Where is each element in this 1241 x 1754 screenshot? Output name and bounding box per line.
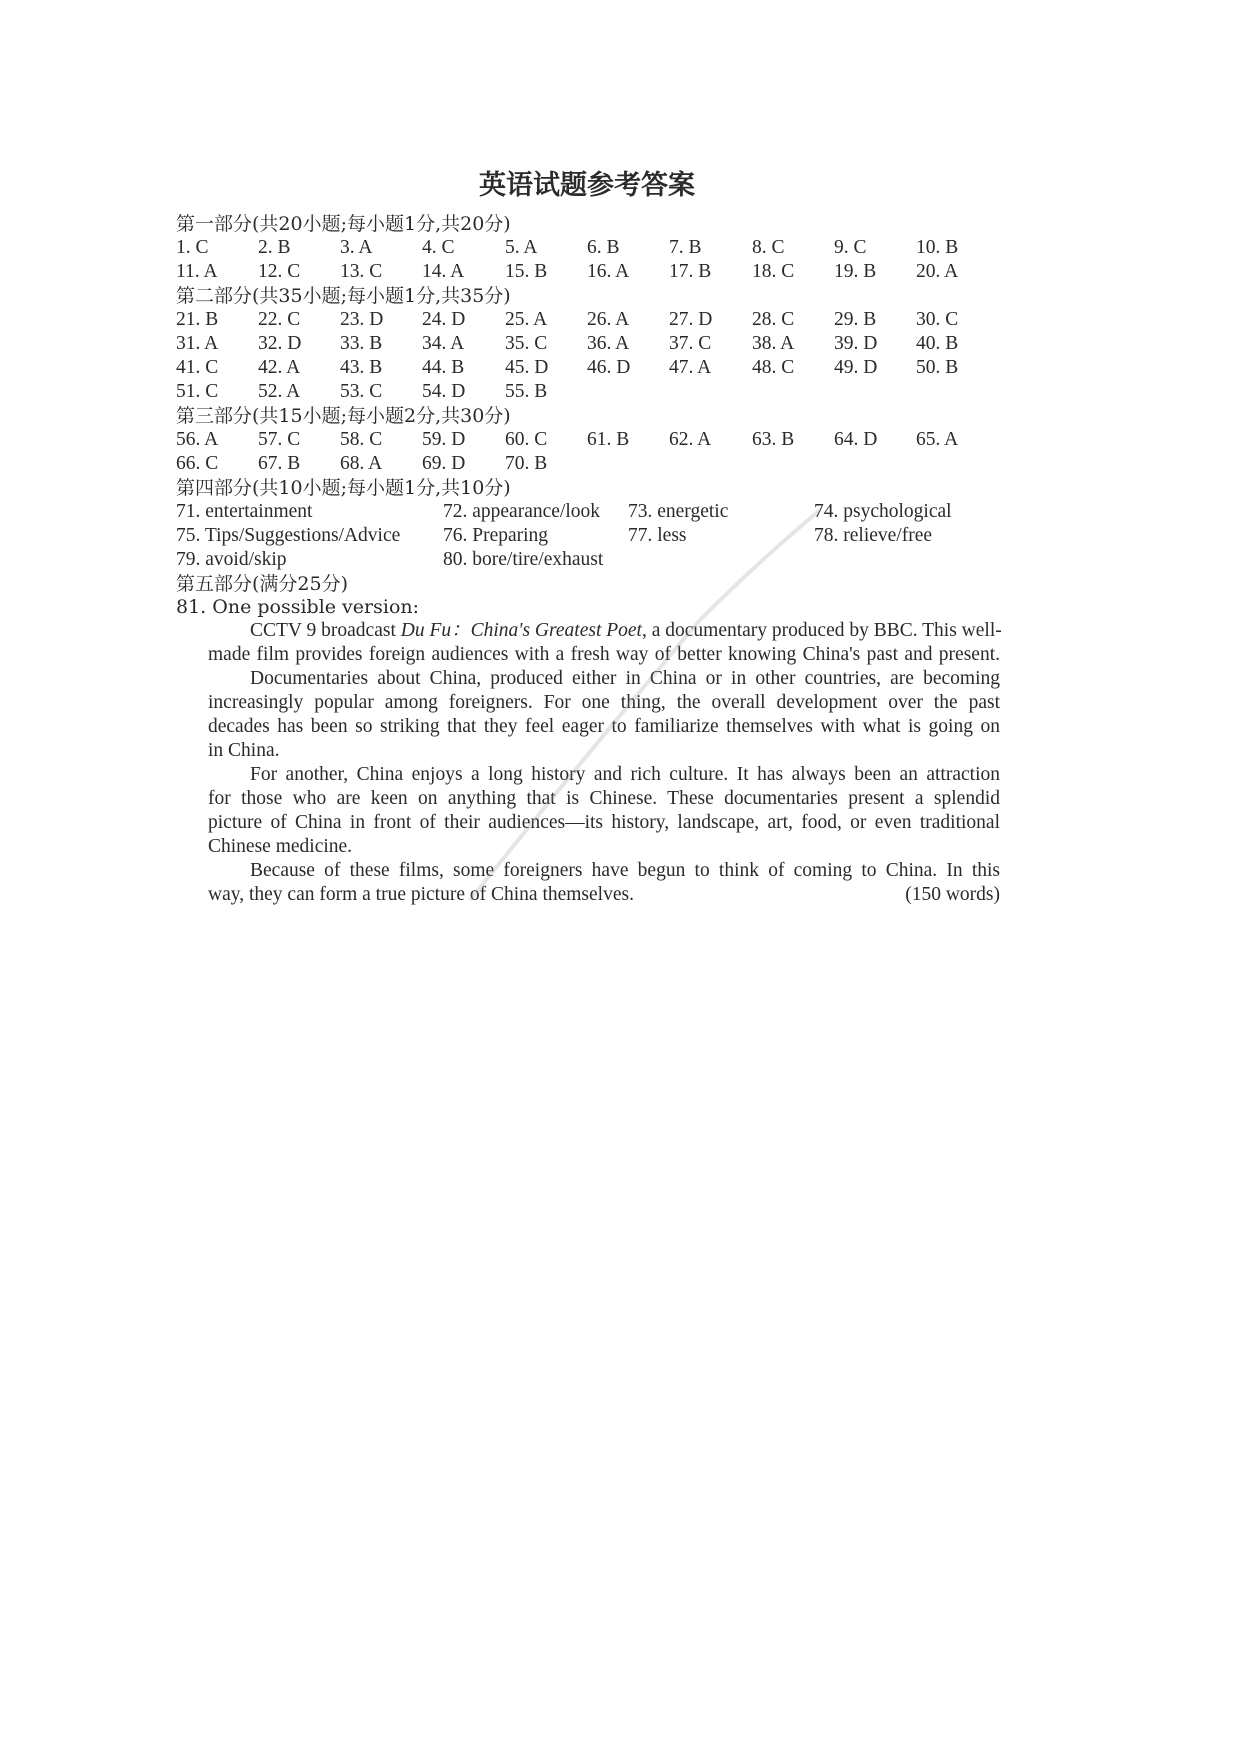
answer-item: 58. C — [340, 429, 383, 450]
answer-row — [0, 236, 959, 260]
answer-row — [0, 332, 959, 356]
answer-item: 15. B — [505, 261, 548, 282]
section-heading: 第五部分(满分25分) — [176, 573, 349, 595]
answer-item: 63. B — [752, 429, 795, 450]
answer-item: 35. C — [505, 333, 548, 354]
answer-row — [0, 548, 830, 572]
answer-item: 41. C — [176, 357, 219, 378]
answer-row — [0, 524, 933, 548]
answer-item: 18. C — [752, 261, 795, 282]
answer-item: 9. C — [834, 237, 867, 258]
answer-item: 21. B — [176, 309, 219, 330]
answer-item: 19. B — [834, 261, 877, 282]
answer-item: 11. A — [176, 261, 218, 282]
answer-item: 48. C — [752, 357, 795, 378]
answer-item: 1. C — [176, 237, 209, 258]
section-heading: 第三部分(共15小题;每小题2分,共30分) — [176, 405, 511, 427]
answer-item: 66. C — [176, 453, 219, 474]
section-heading: 第一部分(共20小题;每小题1分,共20分) — [176, 213, 511, 235]
answer-item: 56. A — [176, 429, 219, 450]
answer-item: 22. C — [258, 309, 301, 330]
answer-row — [0, 380, 830, 404]
answer-item: 37. C — [669, 333, 712, 354]
answer-item: 59. D — [422, 429, 466, 450]
answer-item: 64. D — [834, 429, 878, 450]
answer-item: 52. A — [258, 381, 301, 402]
essay-line: in China. — [208, 740, 280, 761]
answer-item: 29. B — [834, 309, 877, 330]
essay-label: 81. One possible version: — [176, 596, 420, 618]
answer-item: 6. B — [587, 237, 620, 258]
answer-item: 76. Preparing — [443, 525, 549, 546]
answer-item: 17. B — [669, 261, 712, 282]
answer-item: 49. D — [834, 357, 878, 378]
answer-row — [0, 500, 952, 524]
answer-item: 78. relieve/free — [814, 525, 933, 546]
answer-item: 46. D — [587, 357, 631, 378]
answer-item: 62. A — [669, 429, 712, 450]
answer-row — [0, 428, 959, 452]
answer-item: 10. B — [916, 237, 959, 258]
essay-line: CCTV 9 broadcast Du Fu：China's Greatest Poet, a documentary produced by BBC. This well- — [250, 620, 1002, 641]
essay-line: Because of these films, some foreigners have begun to think of coming to China. In this — [250, 860, 1000, 881]
answer-item: 65. A — [916, 429, 959, 450]
answer-item: 5. A — [505, 237, 538, 258]
answer-item: 16. A — [587, 261, 630, 282]
answer-item: 28. C — [752, 309, 795, 330]
answer-item: 7. B — [669, 237, 702, 258]
answer-item: 57. C — [258, 429, 301, 450]
essay-line: for those who are keen on anything that is Chinese. These documentaries present a splendid — [208, 788, 1000, 809]
essay-line: decades has been so striking that they feel eager to familiarize themselves with what is going on — [208, 716, 1000, 737]
essay-line: For another, China enjoys a long history and rich culture. It has always been an attraction — [250, 764, 1000, 785]
answer-item: 33. B — [340, 333, 383, 354]
answer-item: 55. B — [505, 381, 548, 402]
answer-item: 12. C — [258, 261, 301, 282]
answer-item: 4. C — [422, 237, 455, 258]
answer-item: 51. C — [176, 381, 219, 402]
answer-item: 2. B — [258, 237, 291, 258]
answer-item: 75. Tips/Suggestions/Advice — [176, 525, 401, 546]
answer-item: 3. A — [340, 237, 373, 258]
essay-line: Documentaries about China, produced either in China or in other countries, are becoming — [250, 668, 1000, 689]
essay-line: Chinese medicine. — [208, 836, 353, 857]
answer-item: 71. entertainment — [176, 501, 313, 522]
answer-item: 31. A — [176, 333, 219, 354]
answer-item: 24. D — [422, 309, 466, 330]
answer-item: 23. D — [340, 309, 384, 330]
answer-item: 47. A — [669, 357, 712, 378]
answer-item: 14. A — [422, 261, 465, 282]
documentary-title: Du Fu：China's Greatest Poet — [400, 620, 642, 641]
answer-item: 50. B — [916, 357, 959, 378]
answer-item: 38. A — [752, 333, 795, 354]
answer-item: 34. A — [422, 333, 465, 354]
answer-item: 77. less — [628, 525, 687, 546]
answer-item: 69. D — [422, 453, 466, 474]
answer-item: 74. psychological — [814, 501, 952, 522]
answer-item: 80. bore/tire/exhaust — [443, 549, 604, 570]
essay-line: made film provides foreign audiences with a fresh way of better knowing China's past and present. — [208, 644, 1000, 665]
answer-item: 61. B — [587, 429, 630, 450]
answer-item: 45. D — [505, 357, 549, 378]
answer-item: 67. B — [258, 453, 301, 474]
answer-item: 30. C — [916, 309, 959, 330]
section-heading: 第二部分(共35小题;每小题1分,共35分) — [176, 285, 511, 307]
answer-item: 27. D — [669, 309, 713, 330]
answer-item: 53. C — [340, 381, 383, 402]
answer-item: 68. A — [340, 453, 383, 474]
answer-item: 54. D — [422, 381, 466, 402]
answer-item: 32. D — [258, 333, 302, 354]
answer-item: 13. C — [340, 261, 383, 282]
page-title: 英语试题参考答案 — [479, 170, 695, 201]
answer-row — [0, 356, 959, 380]
answer-item: 73. energetic — [628, 501, 729, 522]
word-count: (150 words) — [905, 884, 1000, 905]
essay-line: increasingly popular among foreigners. For one thing, the overall development over the past — [208, 692, 1000, 713]
answer-item: 26. A — [587, 309, 630, 330]
essay-line: way, they can form a true picture of China themselves. — [208, 884, 634, 905]
answer-item: 42. A — [258, 357, 301, 378]
answer-row — [0, 308, 959, 332]
answer-item: 72. appearance/look — [443, 501, 601, 522]
answer-item: 43. B — [340, 357, 383, 378]
essay-line: picture of China in front of their audiences—its history, landscape, art, food, or even traditional — [208, 812, 1000, 833]
answer-item: 39. D — [834, 333, 878, 354]
answer-item: 70. B — [505, 453, 548, 474]
answer-item: 79. avoid/skip — [176, 549, 287, 570]
answer-row — [0, 452, 830, 476]
answer-row — [0, 260, 959, 284]
answer-item: 20. A — [916, 261, 959, 282]
section-heading: 第四部分(共10小题;每小题1分,共10分) — [176, 477, 511, 499]
answer-item: 60. C — [505, 429, 548, 450]
answer-item: 36. A — [587, 333, 630, 354]
answer-item: 25. A — [505, 309, 548, 330]
answer-item: 8. C — [752, 237, 785, 258]
answer-item: 44. B — [422, 357, 465, 378]
answer-item: 40. B — [916, 333, 959, 354]
